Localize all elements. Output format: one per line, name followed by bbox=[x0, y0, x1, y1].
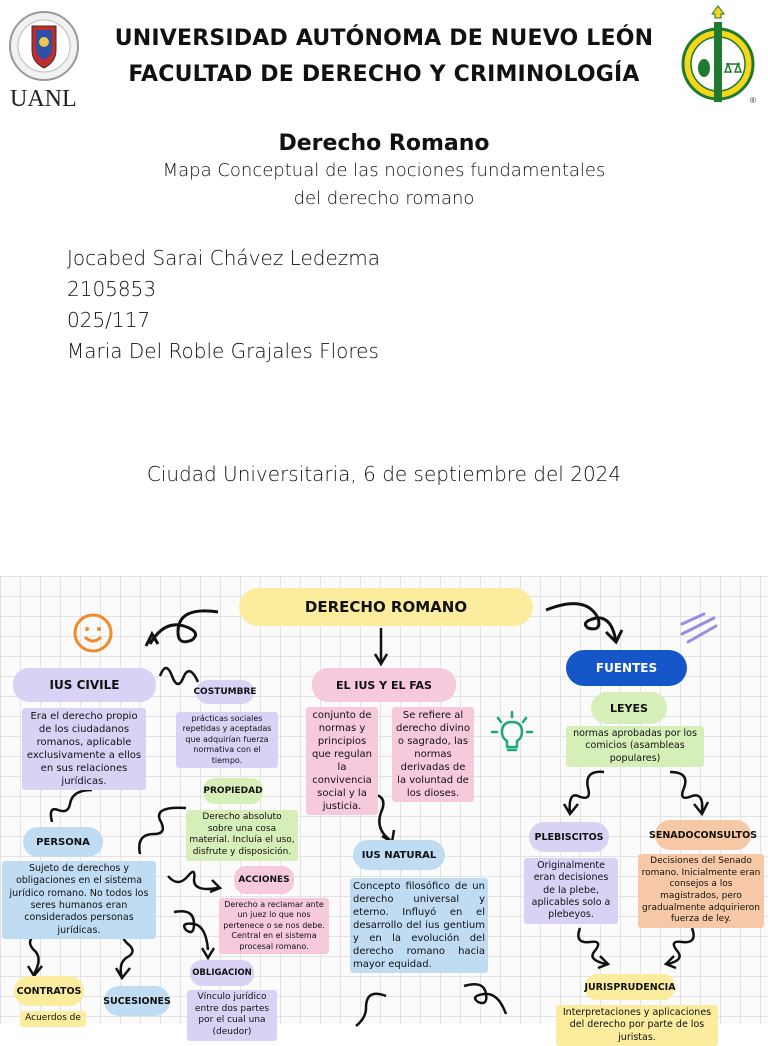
faculty-logo bbox=[680, 4, 760, 108]
node-contratos: CONTRATOS bbox=[14, 976, 84, 1006]
faculty-seal-icon bbox=[680, 4, 760, 108]
arrow-senado-juris bbox=[660, 926, 700, 968]
node-derecho-romano: DERECHO ROMANO bbox=[239, 588, 533, 626]
node-ius-civile: IUS CIVILE bbox=[13, 668, 156, 702]
subtitle-line-2: del derecho romano bbox=[293, 188, 475, 209]
node-sucesiones: SUCESIONES bbox=[104, 986, 170, 1016]
arrow-leyes-senado bbox=[666, 770, 716, 818]
concept-map bbox=[0, 576, 768, 1043]
arrow-root-right bbox=[544, 600, 624, 648]
arrow-bottom-right bbox=[462, 980, 512, 1024]
arrow-civile-persona bbox=[40, 786, 100, 826]
node-propiedad: PROPIEDAD bbox=[203, 778, 263, 804]
node-fuentes: FUENTES bbox=[566, 650, 687, 686]
arrow-root-left bbox=[140, 606, 230, 656]
registered-mark: ® bbox=[750, 96, 756, 105]
desc-senadoconsultos: Decisiones del Senado romano. Inicialmente eran consejos a los magistrados, pero gradualmente adquirieron fuerza de ley. bbox=[638, 854, 764, 928]
subtitle-line-1: Mapa Conceptual de las nociones fundamentales bbox=[162, 160, 606, 181]
desc-plebiscitos: Originalmente eran decisiones de la plebe, aplicables solo a plebeyos. bbox=[524, 858, 618, 924]
uanl-logo bbox=[8, 8, 88, 114]
desc-jurisprudencia: Interpretaciones y aplicaciones del derecho por parte de los juristas. bbox=[556, 1005, 718, 1046]
uanl-logo-text: UANL bbox=[10, 86, 77, 112]
university-title: UNIVERSIDAD AUTÓNOMA DE NUEVO LEÓN bbox=[114, 26, 654, 51]
arrow-persona-acciones bbox=[166, 866, 226, 896]
subject-title: Derecho Romano bbox=[278, 131, 490, 156]
student-name: Jocabed Sarai Chávez Ledezma bbox=[67, 246, 381, 270]
arrow-plebiscitos-juris bbox=[574, 926, 614, 968]
node-acciones: ACCIONES bbox=[234, 866, 294, 894]
arrow-persona-propiedad bbox=[136, 798, 190, 858]
desc-fas: Se refiere al derecho divino o sagrado, las normas derivadas de la voluntad de los dioses. bbox=[392, 707, 474, 802]
arrow-root-down bbox=[372, 626, 392, 668]
node-leyes: LEYES bbox=[591, 692, 667, 724]
desc-contratos: Acuerdos de bbox=[20, 1011, 86, 1027]
arrow-acciones-obligacion bbox=[170, 908, 216, 962]
desc-ius-natural: Concepto filosófico de un derecho universal y eterno. Influyó en el desarrollo del ius gentium y en la evolución del derecho romano hacia mayor equidad. bbox=[350, 878, 488, 973]
desc-costumbre: prácticas sociales repetidas y aceptadas que adquirían fuerza normativa con el tiempo. bbox=[176, 712, 278, 768]
arrow-leyes-plebiscitos bbox=[560, 770, 610, 818]
student-id: 2105853 bbox=[67, 277, 157, 301]
teacher-name: Maria Del Roble Grajales Flores bbox=[67, 339, 379, 363]
desc-ius-civile: Era el derecho propio de los ciudadanos romanos, aplicable exclusivamente a ellos en sus relaciones jurídicas. bbox=[22, 708, 146, 790]
node-jurisprudencia: JURISPRUDENCIA bbox=[585, 974, 675, 1000]
desc-leyes: normas aprobadas por los comicios (asambleas populares) bbox=[566, 726, 704, 767]
place-date: Ciudad Universitaria, 6 de septiembre del 2024 bbox=[146, 462, 622, 486]
desc-acciones: Derecho a reclamar ante un juez lo que nos pertenece o se nos debe. Central en el sistema procesal romano. bbox=[219, 898, 329, 954]
arrow-bottom-left bbox=[346, 990, 392, 1030]
desc-ius: conjunto de normas y principios que regulan la convivencia social y la justicia. bbox=[306, 707, 378, 815]
node-costumbre: COSTUMBRE bbox=[196, 680, 254, 704]
arrow-squiggle-costumbre bbox=[158, 662, 202, 688]
smiley-icon bbox=[72, 612, 116, 656]
group-number: 025/117 bbox=[67, 308, 151, 332]
node-ius-natural: IUS NATURAL bbox=[353, 840, 445, 870]
node-plebiscitos: PLEBISCITOS bbox=[529, 822, 609, 852]
desc-obligacion: Vínculo jurídico entre dos partes por el cual una (deudor) bbox=[187, 990, 277, 1041]
node-obligacion: OBLIGACION bbox=[190, 960, 254, 986]
node-ius-fas: EL IUS Y EL FAS bbox=[312, 668, 456, 702]
desc-propiedad: Derecho absoluto sobre una cosa material. Incluía el uso, disfrute y disposición. bbox=[186, 810, 298, 861]
node-persona: PERSONA bbox=[23, 827, 103, 857]
scribble-icon bbox=[678, 610, 722, 646]
node-senadoconsultos: SENADOCONSULTOS bbox=[655, 820, 751, 850]
desc-persona: Sujeto de derechos y obligaciones en el sistema jurídico romano. No todos los seres humanos eran considerados personas jurídicas. bbox=[2, 861, 156, 939]
lightbulb-icon bbox=[492, 710, 534, 756]
faculty-title: FACULTAD DE DERECHO Y CRIMINOLOGÍA bbox=[128, 62, 640, 87]
